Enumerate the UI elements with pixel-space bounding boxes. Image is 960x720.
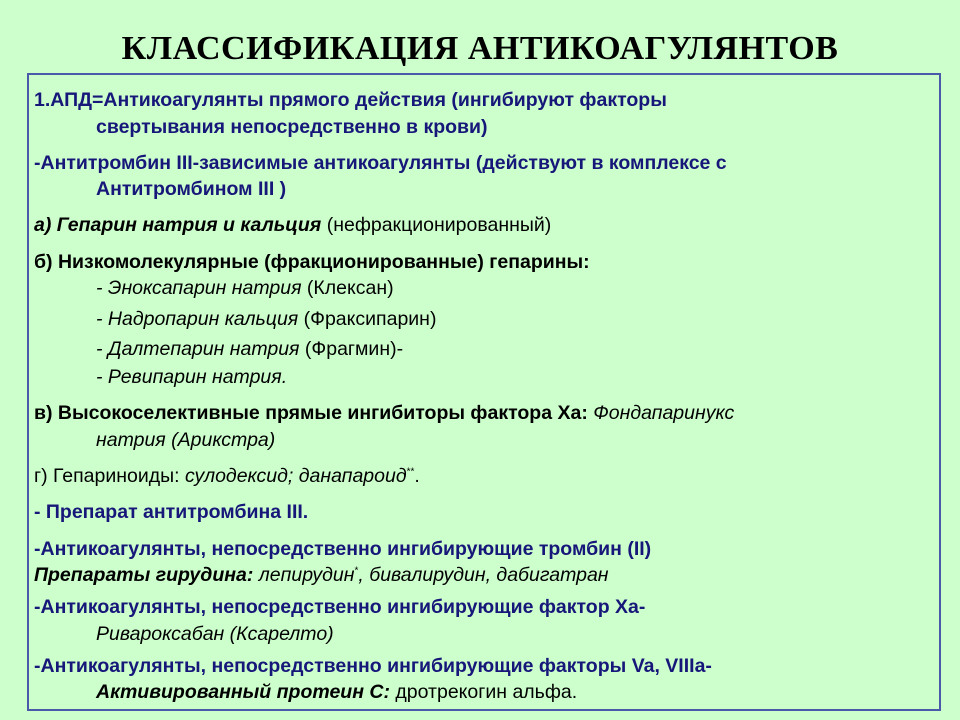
drug-name: дротрекогин альфа. [389,681,578,703]
text-line: б) Низкомолекулярные (фракционированные) гепарины: [34,251,590,273]
text-line [96,337,403,361]
text-line [96,680,577,704]
group-label: г) Гепариноиды: [34,465,186,487]
text-line: -Антитромбин III-зависимые антикоагулянты (действуют в комплексе с [34,152,727,174]
text-line: Ривароксабан (Ксарелто) [96,623,334,645]
text-line: - Препарат антитромбина III. [34,501,309,523]
footnote-mark: * [354,565,359,577]
group-label: Активированный протеин С: [96,681,390,703]
group-label: Препараты гирудина: [34,564,254,586]
text-line: натрия (Арикстра) [96,429,276,451]
drug-brand: (Клексан) [301,277,394,299]
text-line: свертывания непосредственно в крови) [96,116,488,138]
punctuation: . [414,465,420,487]
drug-note: (нефракционированный) [321,214,552,236]
text-line: - Ревипарин натрия. [96,366,288,388]
drug-name: Фондапаринукс [587,402,735,424]
text-line [34,213,551,237]
drug-brand: (Фрагмин)- [299,338,404,360]
text-line: -Антикоагулянты, непосредственно ингибирующие фактор Ха- [34,596,646,618]
text-line [34,563,609,587]
footnote-mark: ** [406,466,415,478]
text-line: -Антикоагулянты, непосредственно ингибирующие тромбин (II) [34,538,652,560]
page-title: КЛАССИФИКАЦИЯ АНТИКОАГУЛЯНТОВ [121,30,839,67]
text-line: Антитромбином III ) [96,178,287,200]
text-line [96,307,436,331]
drug-brand: (Фраксипарин) [298,308,437,330]
text-line [96,276,394,300]
drug-name: - Далтепарин натрия [96,338,300,360]
drug-name: сулодексид; данапароид [185,465,407,487]
drug-name: , бивалирудин, дабигатран [358,564,609,586]
group-label: в) Высокоселективные прямые ингибиторы фактора Ха: [34,402,588,424]
text-line: -Антикоагулянты, непосредственно ингибирующие факторы Va, VIIIa- [34,655,712,677]
drug-name: а) Гепарин натрия и кальция [34,214,322,236]
drug-name: лепирудин [253,564,355,586]
drug-name: - Эноксапарин натрия [96,277,302,299]
text-line [34,464,420,488]
text-line [34,401,734,425]
drug-name: - Надропарин кальция [96,308,299,330]
text-line: 1.АПД=Антикоагулянты прямого действия (ингибируют факторы [34,89,667,111]
